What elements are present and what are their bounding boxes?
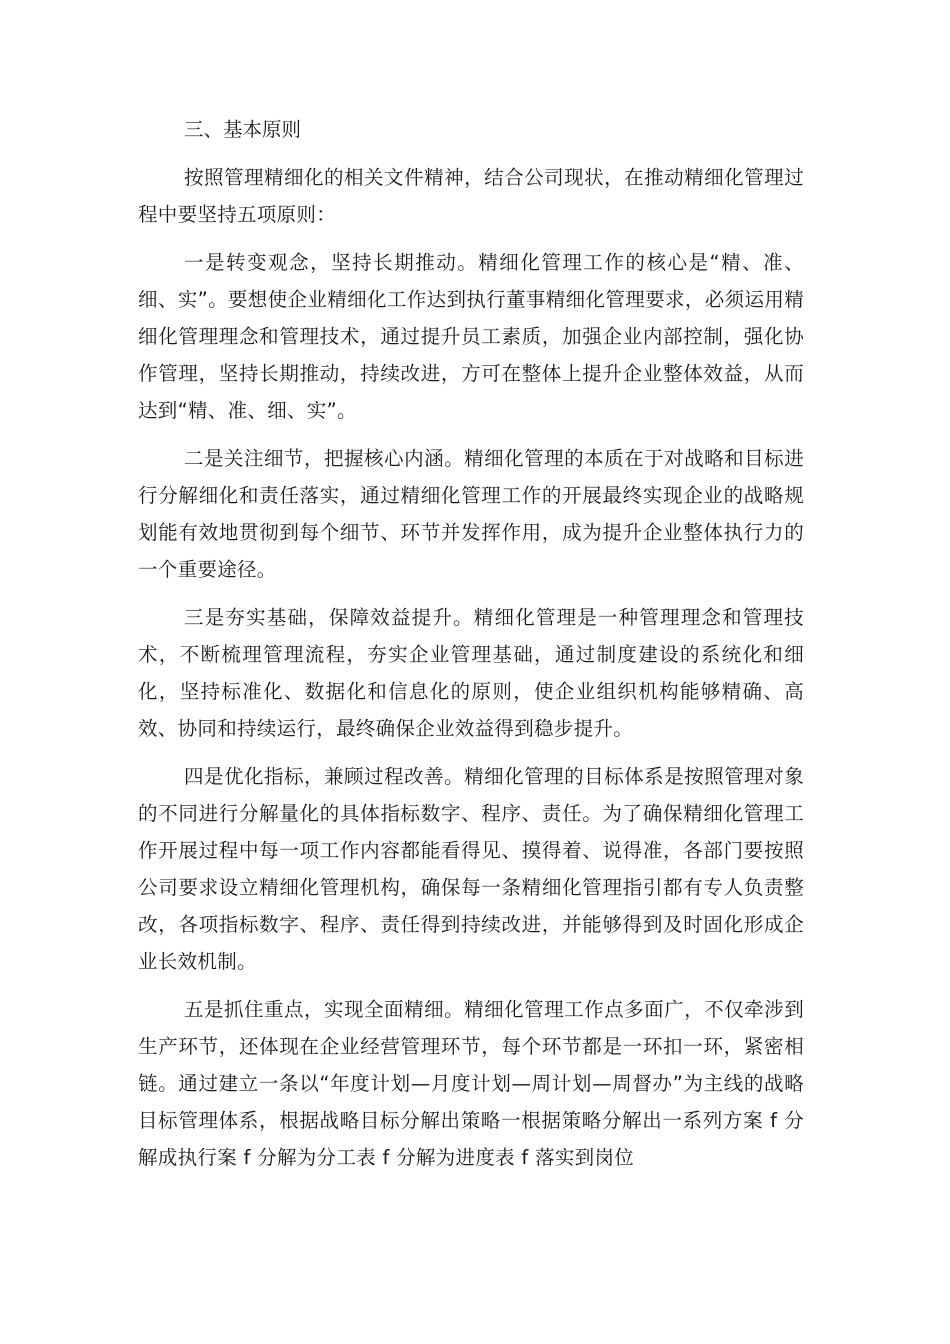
principle-5-paragraph: 五是抓住重点，实现全面精细。精细化管理工作点多面广，不仅牵涉到生产环节，还体现在企业经营管理环节，每个环节都是一环扣一环，紧密相链。通过建立一条以“年度计划—月度计划—周计划—周督办”为主线的战略目标管理体系，根据战略目标分解出策略一根据策略分解出一系列方案 f 分解成执行案 f 分解为分工表 f 分解为进度表 f 落实到岗位 (138, 998, 804, 1169)
section-heading: 三、基本原则 (184, 118, 302, 141)
principle-1-paragraph: 一是转变观念，坚持长期推动。精细化管理工作的核心是“精、准、细、实”。要想使企业精细化工作达到执行董事精细化管理要求，必须运用精细化管理理念和管理技术，通过提升员工素质，加强企业内部控制，强化协作管理，坚持长期推动，持续改进，方可在整体上提升企业整体效益，从而达到“精、准、细、实”。 (138, 251, 804, 422)
principle-2-paragraph: 二是关注细节，把握核心内涵。精细化管理的本质在于对战略和目标进行分解细化和责任落实，通过精细化管理工作的开展最终实现企业的战略规划能有效地贯彻到每个细节、环节并发挥作用，成为提升企业整体执行力的一个重要途径。 (138, 447, 804, 581)
document-body (138, 111, 804, 1187)
intro-paragraph: 按照管理精细化的相关文件精神，结合公司现状，在推动精细化管理过程中要坚持五项原则： (138, 166, 804, 226)
principle-4-paragraph: 四是优化指标，兼顾过程改善。精细化管理的目标体系是按照管理对象的不同进行分解量化的具体指标数字、程序、责任。为了确保精细化管理工作开展过程中每一项工作内容都能看得见、摸得着、说得准，各部门要按照公司要求设立精细化管理机构，确保每一条精细化管理指引都有专人负责整改，各项指标数字、程序、责任得到持续改进，并能够得到及时固化形成企业长效机制。 (138, 765, 804, 973)
principle-3-paragraph: 三是夯实基础，保障效益提升。精细化管理是一种管理理念和管理技术，不断梳理管理流程，夯实企业管理基础，通过制度建设的系统化和细化，坚持标准化、数据化和信息化的原则，使企业组织机构能够精确、高效、协同和持续运行，最终确保企业效益得到稳步提升。 (138, 606, 804, 740)
